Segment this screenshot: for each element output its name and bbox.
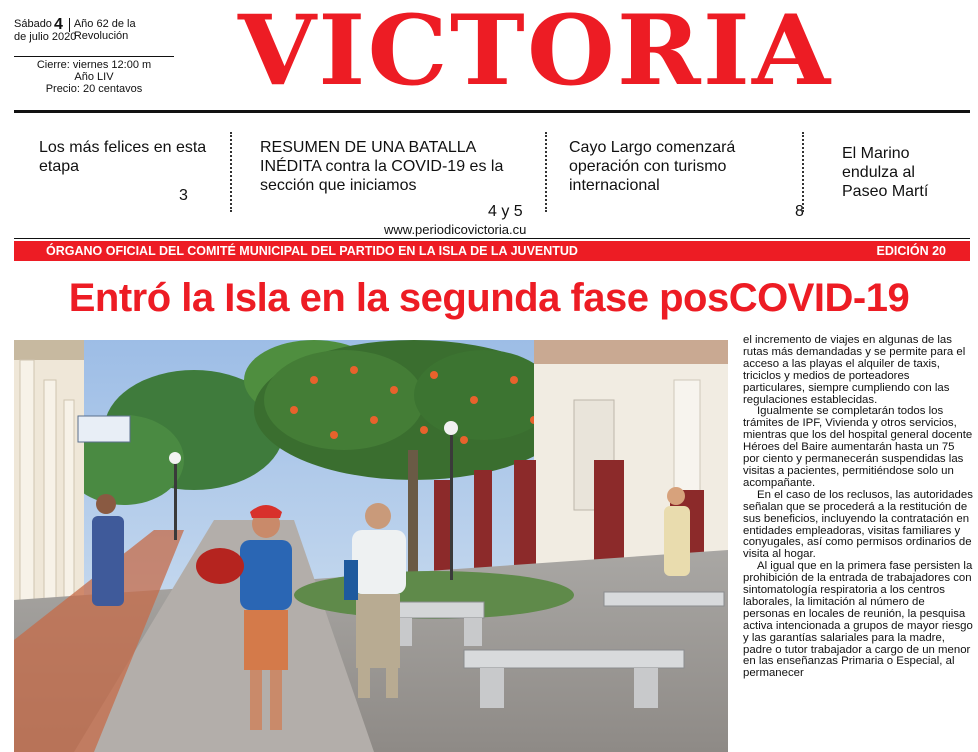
issue-meta: [14, 56, 174, 95]
teaser-3[interactable]: [569, 138, 804, 226]
masthead: [0, 0, 978, 110]
masthead-rule: [14, 110, 970, 113]
issue-info: [14, 18, 174, 95]
teaser-2[interactable]: [260, 138, 540, 226]
main-headline: Entró la Isla en la segunda fase posCOVID-19: [68, 276, 910, 320]
teaser-title: Los más felices en esta etapa: [39, 139, 207, 175]
teaser-separator: [230, 132, 232, 212]
teaser-page: 3: [179, 187, 188, 204]
website-link[interactable]: www.periodicovictoria.cu: [384, 222, 527, 237]
year-line-2: Revolución: [73, 30, 129, 42]
article-paragraph: el incremento de viajes en algunas de las rutas más demandadas y se permite para el acceso a las playas el alquiler de taxis, triciclos y medios de porteadores particulares, siempre cumpliendo con las regulaciones establecidas.: [743, 334, 966, 406]
day-name: Sábado: [14, 18, 52, 30]
teaser-title: Cayo Largo comenzará operación con turismo internacional: [569, 139, 736, 194]
price: Precio: 20 centavos: [45, 83, 143, 95]
teaser-title: RESUMEN DE UNA BATALLA INÉDITA contra la COVID-19 es la sección que iniciamos: [260, 139, 504, 194]
article-paragraph: En el caso de los reclusos, las autoridades señalan que se procederá a la restitución de sus beneficios, incluyendo la contratación en entidades empleadoras, visitas familiares y conyugales, así como permisos ordinarios de visita al hogar.: [743, 488, 973, 561]
article-column: [743, 335, 973, 680]
teaser-separator: [545, 132, 547, 212]
year-roman: Año LIV: [74, 71, 114, 83]
day-number: 4: [53, 16, 63, 33]
year-line-1: Año 62 de la: [73, 18, 136, 30]
edition-number: EDICIÓN 20: [876, 244, 946, 258]
organ-text: ÓRGANO OFICIAL DEL COMITÉ MUNICIPAL DEL PARTIDO EN LA ISLA DE LA JUVENTUD: [46, 244, 578, 258]
teaser-page: 8: [795, 203, 804, 220]
website-rule: [14, 238, 970, 239]
issue-date: [14, 18, 70, 32]
street-scene-photo: [14, 340, 728, 752]
newspaper-logo: VICTORIA: [238, 0, 833, 107]
article-paragraph: Igualmente se completarán todos los trámites de IPF, Vivienda y otros servicios, mientras que los del hospital general docente Héroes del Baire aumentarán hasta un 75 por ciento y permanecerán suspendidas las visitas a pacientes, permitiéndose solo un acompañante.: [743, 405, 973, 489]
close-time: Cierre: viernes 12:00 m: [36, 59, 152, 71]
teaser-page: 4 y 5: [488, 203, 523, 220]
teaser-title: El Marino endulza al Paseo Martí: [842, 145, 929, 200]
teaser-1[interactable]: [39, 138, 209, 226]
month-year: de julio 2020: [14, 31, 77, 43]
teaser-strip: [14, 124, 970, 219]
teaser-separator: [802, 132, 804, 212]
teaser-4[interactable]: [842, 144, 962, 232]
article-paragraph: Al igual que en la primera fase persisten la prohibición de la entrada de trabajadores con sintomatología respiratoria a los centros laborales, la limitación al número de personas en locales de reunión, la pesquisa activa intencionada a grupos de mayor riesgo y las garantías salariales para la madre, padre o tutor trabajador a cargo de un menor en las enseñanzas Primaria o Especial, al permanecer: [743, 560, 973, 680]
organ-band: [14, 241, 970, 261]
revolution-year: [74, 18, 136, 42]
